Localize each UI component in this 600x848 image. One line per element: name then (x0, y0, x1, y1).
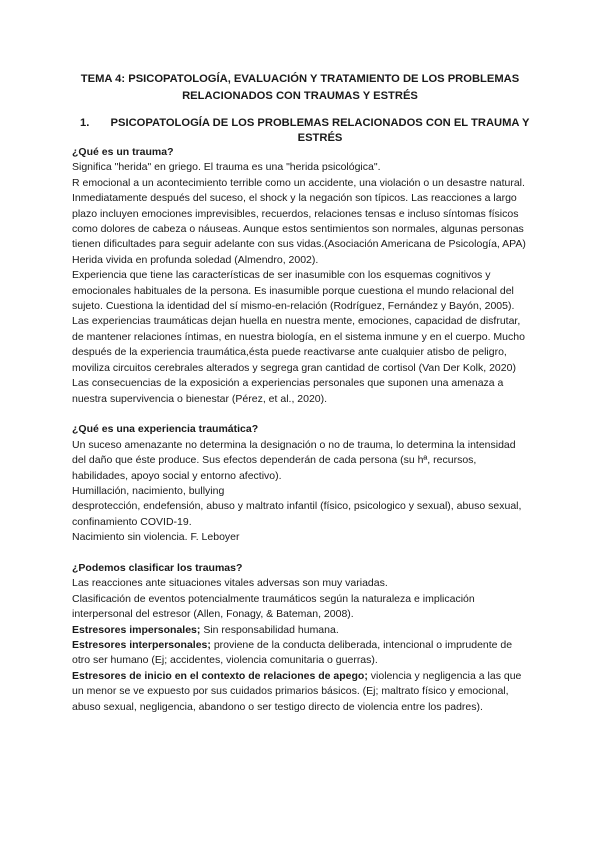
trauma-almendro: Herida vivida en profunda soledad (Almendro, 2002). (72, 253, 319, 266)
classify-reactions: Las reacciones ante situaciones vitales adversas son muy variadas. (72, 577, 388, 590)
stressor-interpersonal (72, 638, 532, 669)
section-heading-line-1: PSICOPATOLOGÍA DE LOS PROBLEMAS RELACIONADOS CON EL TRAUMA Y (110, 117, 530, 129)
stressor-impersonal-text: Sin responsabilidad humana. (200, 623, 339, 636)
stressor-interpersonal-term: Estresores interpersonales; (72, 638, 211, 651)
classify-heading: ¿Podemos clasificar los traumas? (72, 561, 243, 574)
experience-examples-2: desprotección, endefensión, abuso y maltrato infantil (físico, psicologico y sexual), abuso sexual, confinamiento COVID-19. (72, 500, 522, 528)
spacer (72, 546, 532, 561)
stressor-attachment-term: Estresores de inicio en el contexto de relaciones de apego; (72, 669, 368, 682)
section-number: 1. (80, 117, 90, 129)
stressor-attachment (72, 669, 532, 715)
stressor-impersonal-term: Estresores impersonales; (72, 623, 201, 636)
title-line-1: TEMA 4: PSICOPATOLOGÍA, EVALUACIÓN Y TRATAMIENTO DE LOS PROBLEMAS (80, 73, 520, 85)
experience-intensity: Un suceso amenazante no determina la designación o no de trauma, lo determina la intensidad del daño que éste produce. Sus efectos dependerán de cada persona (su hª, recursos, habilidades, apoyo social y entorno afectivo). (72, 438, 516, 482)
stressor-interpersonal-text: proviene de la conducta deliberada, intencional o imprudente de otro ser humano (Ej; accidentes, violencia comunitaria o guerras). (72, 638, 513, 667)
title-line-2: RELACIONADOS CON TRAUMAS Y ESTRÉS (182, 90, 418, 102)
trauma-perez: Las consecuencias de la exposición a experiencias personales que suponen una amenaza a nuestra supervivencia o bienestar (Pérez, et al., 2020). (72, 377, 504, 405)
document-body (72, 145, 532, 715)
trauma-definition: Significa "herida" en griego. El trauma es una "herida psicológica". (72, 161, 381, 174)
trauma-apa: R emocional a un acontecimiento terrible como un accidente, una violación o un desastre natural. Inmediatamente después del suceso, el shock y la negación son típicos. Las reacciones a largo plazo incluyen emociones imprevisibles, recuerdos, relaciones tensas e incluso síntomas físicos como dolores de cabeza o náuseas. Aunque estos sentimientos son normales, algunas personas tienen dificultades para seguir adelante con sus vidas.(Asociación Americana de Psicología, APA) (72, 176, 526, 251)
trauma-heading: ¿Qué es un trauma? (72, 146, 174, 158)
spacer (72, 407, 532, 422)
stressor-attachment-text: violencia y negligencia a las que un menor se ve expuesto por sus cuidados primarios básicos. (Ej; maltrato físico y emocional, abuso sexual, negligencia, abandono o ser testigo directo de violencia entre los padres). (72, 669, 522, 713)
document-title (40, 71, 560, 105)
experience-examples-1: Humillación, nacimiento, bullying (72, 484, 225, 497)
trauma-rodriguez: Experiencia que tiene las características de ser inasumible con los esquemas cognitivos y emocionales habituales de la persona. Es inasumible porque cuestiona el mundo relacional del sujeto. Cuestiona la identidad del sí mismo-en-relación (Rodríguez, Fernández y Bayón, 2005). (72, 269, 515, 313)
stressor-impersonal (72, 623, 532, 638)
trauma-vanderkolk: Las experiencias traumáticas dejan huella en nuestra mente, emociones, capacidad de disfrutar, de mantener relaciones íntimas, en nuestra biología, en el sistema inmune y en el cuerpo. Mucho después de la experiencia traumática,ésta puede reactivarse ante cualquier atisbo de peligro, moviliza circuitos cerebrales alterados y segrega gran cantidad de cortisol (Van Der Kolk, 2020) (72, 315, 525, 374)
section-heading (80, 116, 540, 146)
experience-leboyer: Nacimiento sin violencia. F. Leboyer (72, 531, 240, 544)
section-heading-line-2: ESTRÉS (297, 132, 343, 144)
experience-heading: ¿Qué es una experiencia traumática? (72, 423, 259, 436)
classify-allen: Clasificación de eventos potencialmente traumáticos según la naturaleza e implicación interpersonal del estresor (Allen, Fonagy, & Bateman, 2008). (72, 592, 475, 621)
